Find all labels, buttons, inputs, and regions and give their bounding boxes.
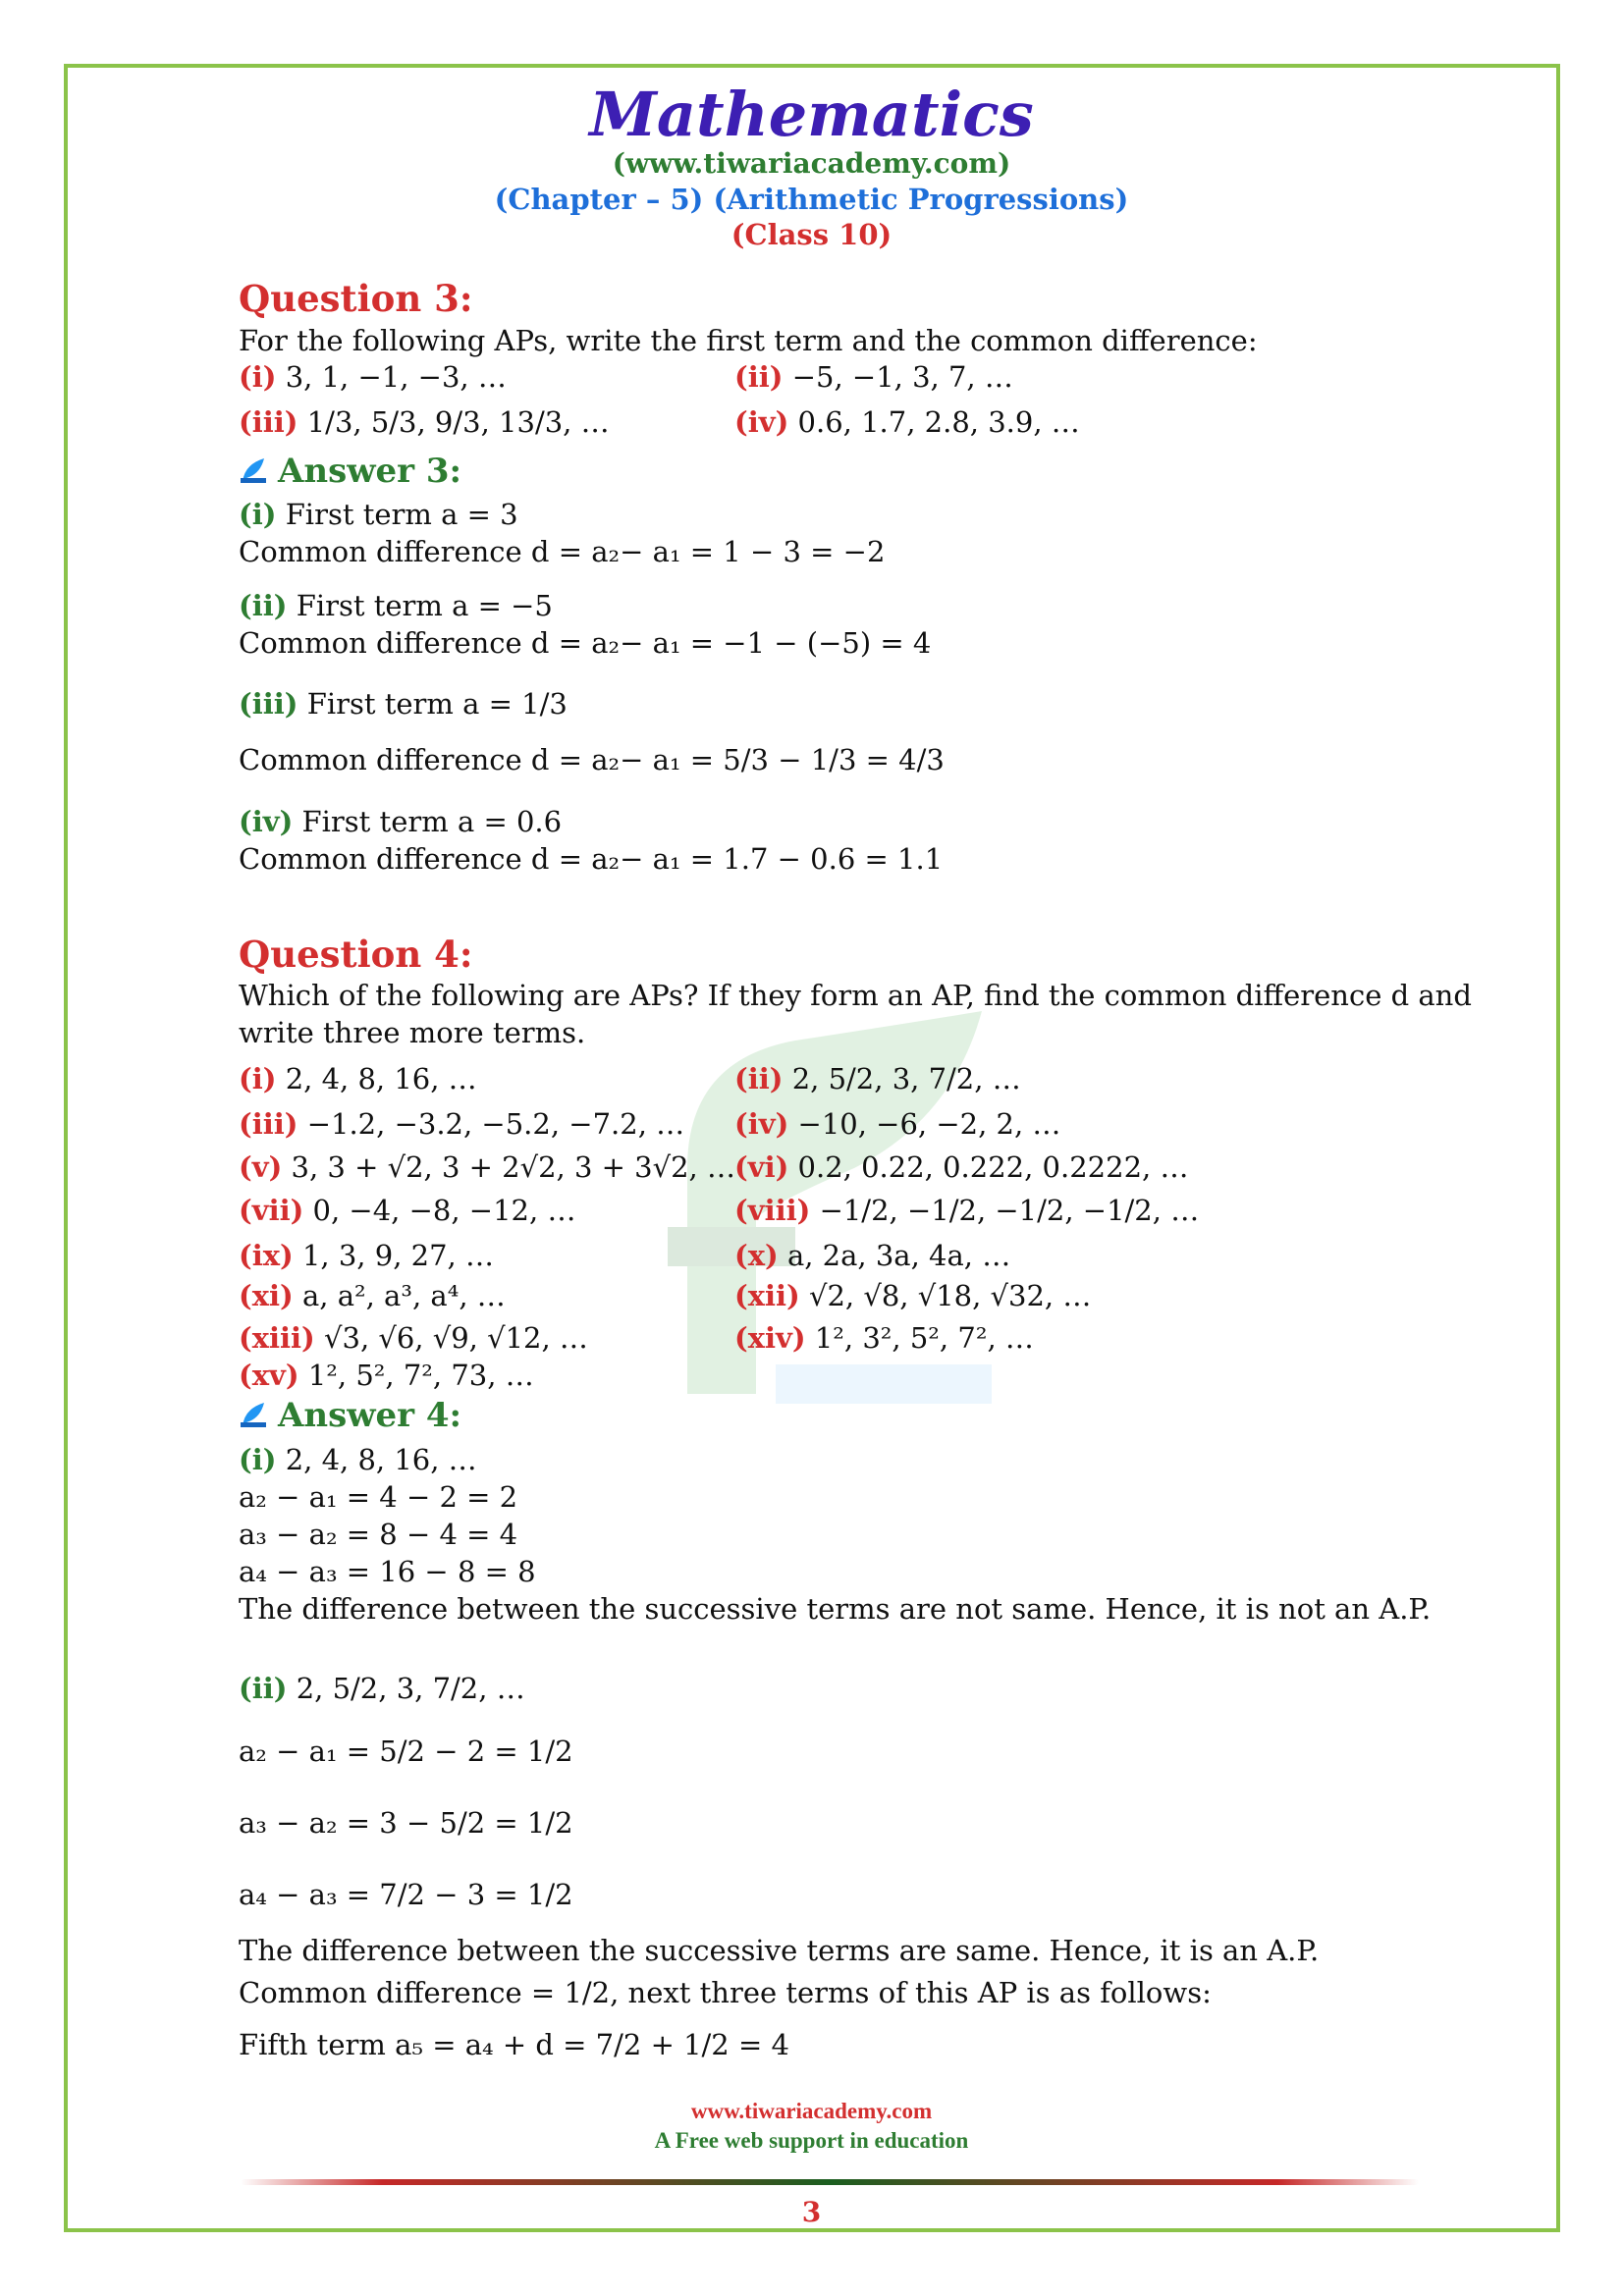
question-4-prompt: Which of the following are APs? If they form an AP, find the common difference d and — [239, 979, 1472, 1012]
answer-4-text: Answer 4: — [278, 1396, 462, 1435]
q4-item — [734, 1194, 1199, 1227]
item-tag: (xiii) — [239, 1321, 315, 1355]
item-text: 3, 1, −1, −3, … — [285, 360, 507, 394]
item-text: 0.2, 0.22, 0.222, 0.2222, … — [797, 1150, 1189, 1184]
item-tag: (i) — [239, 1062, 277, 1095]
line-tag: (ii) — [239, 589, 288, 622]
question-4-heading: Question 4: — [239, 933, 473, 976]
q4-item — [239, 1359, 534, 1392]
item-text: a, a², a³, a⁴, … — [301, 1279, 506, 1312]
item-text: 1/3, 5/3, 9/3, 13/3, … — [306, 405, 610, 439]
q4-item — [734, 1279, 1091, 1312]
line-text: Common difference = 1/2, next three terms of this AP is as follows: — [239, 1976, 1212, 2009]
line-text: 2, 5/2, 3, 7/2, … — [296, 1672, 525, 1705]
item-text: −5, −1, 3, 7, … — [791, 360, 1013, 394]
line-text: First term a = 3 — [285, 498, 518, 531]
line-text: Common difference d = a₂− a₁ = −1 − (−5) = 4 — [239, 626, 932, 660]
item-text: √2, √8, √18, √32, … — [808, 1279, 1092, 1312]
tiwari-logo-icon — [239, 1401, 268, 1428]
line-text: Common difference d = a₂− a₁ = 5/3 − 1/3 = 4/3 — [239, 743, 945, 776]
item-tag: (iii) — [239, 1107, 298, 1141]
q4-item — [734, 1239, 1010, 1272]
a4-line — [239, 1555, 536, 1588]
item-tag: (ii) — [734, 360, 784, 394]
line-text: Common difference d = a₂− a₁ = 1 − 3 = −2 — [239, 535, 886, 568]
tiwari-logo-icon — [239, 456, 268, 484]
item-tag: (xi) — [239, 1279, 294, 1312]
q4-item — [734, 1150, 1188, 1184]
a4-line — [239, 1735, 573, 1768]
header-site: (www.tiwariacademy.com) — [612, 147, 1011, 180]
item-text: −1.2, −3.2, −5.2, −7.2, … — [306, 1107, 685, 1141]
line-tag: (i) — [239, 1443, 277, 1476]
line-text: a₂ − a₁ = 5/2 − 2 = 1/2 — [239, 1735, 573, 1768]
footer-site: www.tiwariacademy.com — [690, 2099, 933, 2123]
a4-line — [239, 1592, 1431, 1626]
line-text: First term a = 0.6 — [301, 805, 563, 838]
line-text: 2, 4, 8, 16, … — [285, 1443, 477, 1476]
line-text: The difference between the successive terms are same. Hence, it is an A.P. — [239, 1934, 1320, 1967]
line-text: First term a = 1/3 — [306, 687, 568, 721]
line-tag: (ii) — [239, 1672, 288, 1705]
line-text: Fifth term a₅ = a₄ + d = 7/2 + 1/2 = 4 — [239, 2028, 789, 2061]
line-text: First term a = −5 — [296, 589, 553, 622]
a4-line — [239, 1518, 517, 1551]
footer-tagline: A Free web support in education — [654, 2128, 969, 2153]
q3-item — [239, 405, 610, 439]
a4-line — [239, 2028, 789, 2061]
item-tag: (i) — [239, 360, 277, 394]
q4-item — [239, 1107, 684, 1141]
a3-line — [239, 842, 943, 876]
a3-line — [239, 805, 562, 838]
q4-item — [239, 1150, 735, 1184]
line-text: a₃ − a₂ = 8 − 4 = 4 — [239, 1518, 518, 1551]
item-tag: (ii) — [734, 1062, 784, 1095]
a4-line — [239, 1878, 573, 1911]
line-text: a₄ − a₃ = 16 − 8 = 8 — [239, 1555, 536, 1588]
item-text: a, 2a, 3a, 4a, … — [786, 1239, 1011, 1272]
item-tag: (viii) — [734, 1194, 811, 1227]
q3-item — [734, 360, 1013, 394]
item-tag: (xii) — [734, 1279, 800, 1312]
item-text: 2, 5/2, 3, 7/2, … — [791, 1062, 1021, 1095]
item-tag: (iii) — [239, 405, 298, 439]
item-text: √3, √6, √9, √12, … — [324, 1321, 588, 1355]
item-tag: (ix) — [239, 1239, 294, 1272]
item-tag: (iv) — [734, 1107, 789, 1141]
item-tag: (iv) — [734, 405, 789, 439]
a4-line — [239, 1672, 525, 1705]
q3-item — [734, 405, 1080, 439]
footer-divider — [241, 2179, 1419, 2185]
line-tag: (iii) — [239, 687, 298, 721]
a3-line — [239, 498, 518, 531]
line-text: a₄ − a₃ = 7/2 − 3 = 1/2 — [239, 1878, 573, 1911]
item-tag: (xiv) — [734, 1321, 806, 1355]
line-text: a₃ − a₂ = 3 − 5/2 = 1/2 — [239, 1806, 573, 1840]
line-tag: (i) — [239, 498, 277, 531]
question-4-prompt-cont: write three more terms. — [239, 1016, 586, 1049]
q3-item — [239, 360, 507, 394]
item-text: 1², 5², 7², 73, … — [307, 1359, 534, 1392]
a3-line — [239, 535, 885, 568]
item-text: 0.6, 1.7, 2.8, 3.9, … — [797, 405, 1080, 439]
q4-item — [239, 1321, 588, 1355]
item-text: 2, 4, 8, 16, … — [285, 1062, 477, 1095]
line-tag: (iv) — [239, 805, 294, 838]
q4-item — [239, 1239, 494, 1272]
q4-item — [734, 1321, 1034, 1355]
item-tag: (vii) — [239, 1194, 304, 1227]
q4-item — [239, 1279, 506, 1312]
item-text: 1², 3², 5², 7², … — [814, 1321, 1034, 1355]
item-tag: (xv) — [239, 1359, 299, 1392]
item-tag: (vi) — [734, 1150, 789, 1184]
item-text: 0, −4, −8, −12, … — [312, 1194, 576, 1227]
question-3-heading: Question 3: — [239, 277, 473, 320]
q4-item — [239, 1062, 477, 1095]
line-text: The difference between the successive terms are not same. Hence, it is not an A.P. — [239, 1592, 1432, 1626]
item-text: −10, −6, −2, 2, … — [797, 1107, 1061, 1141]
a4-line — [239, 1443, 477, 1476]
q4-item — [239, 1194, 575, 1227]
a4-line — [239, 1806, 573, 1840]
header-class: (Class 10) — [730, 218, 893, 251]
a3-line — [239, 687, 568, 721]
answer-3-heading — [239, 452, 461, 491]
page-number: 3 — [801, 2196, 822, 2228]
question-3-prompt: For the following APs, write the first term and the common difference: — [239, 324, 1258, 357]
page-title: Mathematics — [589, 79, 1034, 150]
answer-4-heading — [239, 1396, 461, 1435]
a3-line — [239, 743, 945, 776]
a4-line — [239, 1480, 517, 1514]
item-tag: (v) — [239, 1150, 283, 1184]
item-text: −1/2, −1/2, −1/2, −1/2, … — [819, 1194, 1200, 1227]
a3-line — [239, 589, 553, 622]
a4-line — [239, 1934, 1319, 1967]
a4-line — [239, 1976, 1212, 2009]
item-text: 1, 3, 9, 27, … — [301, 1239, 494, 1272]
a3-line — [239, 626, 931, 660]
header-chapter: (Chapter – 5) (Arithmetic Progressions) — [494, 183, 1129, 216]
answer-3-text: Answer 3: — [278, 452, 462, 491]
item-tag: (x) — [734, 1239, 779, 1272]
q4-item — [734, 1062, 1021, 1095]
q4-item — [734, 1107, 1060, 1141]
line-text: Common difference d = a₂− a₁ = 1.7 − 0.6 = 1.1 — [239, 842, 944, 876]
item-text: 3, 3 + √2, 3 + 2√2, 3 + 3√2, … — [291, 1150, 735, 1184]
line-text: a₂ − a₁ = 4 − 2 = 2 — [239, 1480, 518, 1514]
